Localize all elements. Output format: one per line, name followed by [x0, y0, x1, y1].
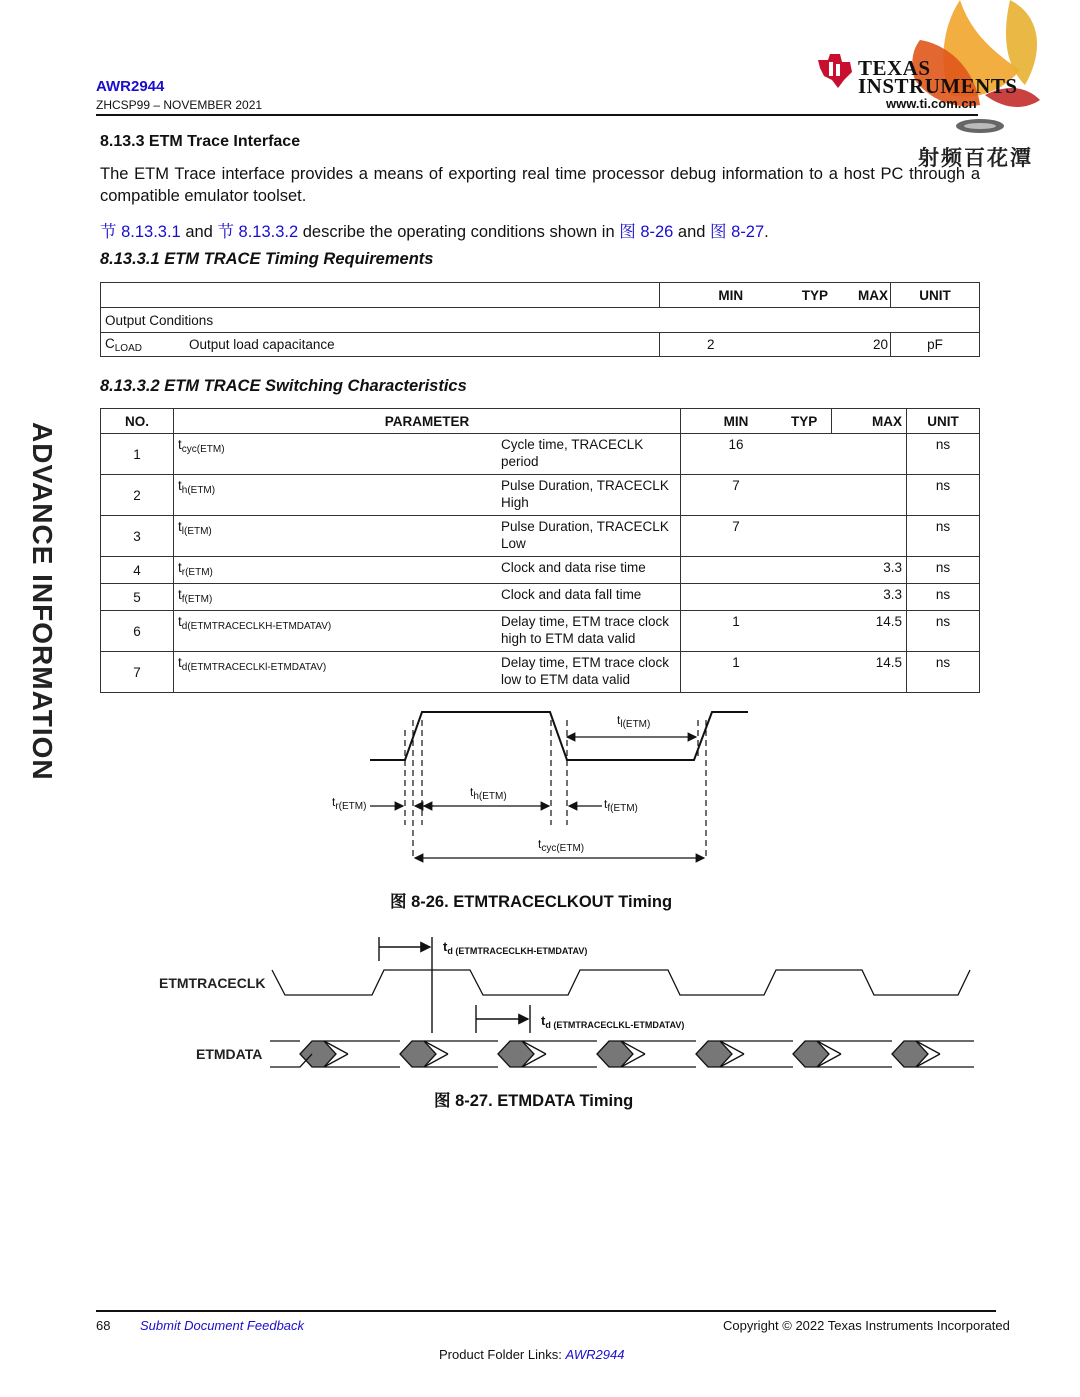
row-typ	[791, 434, 832, 475]
figure-8-26-diagram	[320, 700, 760, 870]
row-unit: ns	[907, 611, 980, 652]
desc-line-1: Delay time, ETM trace clock	[501, 655, 670, 670]
product-folder	[439, 1347, 624, 1362]
row-max: 3.3	[832, 557, 907, 584]
etmtraceclk-label: ETMTRACECLK	[159, 975, 266, 991]
fig-prefix-2: 图	[710, 223, 732, 241]
symbol-main: t	[178, 655, 182, 670]
row-description	[497, 434, 681, 475]
row-typ	[791, 611, 832, 652]
copyright: Copyright © 2022 Texas Instruments Incorporated	[723, 1318, 1010, 1333]
table-header-row	[101, 283, 980, 308]
brand-line-2: INSTRUMENTS	[858, 74, 1018, 98]
symbol-sub: LOAD	[114, 342, 142, 354]
row-description	[497, 652, 681, 693]
row-unit: ns	[907, 652, 980, 693]
row-symbol	[174, 475, 498, 516]
row-description	[497, 611, 681, 652]
header-max: MAX	[832, 409, 907, 434]
row-unit: ns	[907, 434, 980, 475]
etmdata-label: ETMDATA	[196, 1046, 263, 1062]
symbol-sub: r(ETM)	[181, 567, 213, 578]
clock-waveform	[370, 712, 748, 760]
brand-url[interactable]: www.ti.com.cn	[886, 96, 977, 111]
th-label: $t_{h(ETM)}$	[470, 785, 507, 802]
row-number: 2	[101, 475, 174, 516]
row-symbol	[174, 611, 498, 652]
row-number: 4	[101, 557, 174, 584]
row-number: 3	[101, 516, 174, 557]
row-max	[832, 434, 907, 475]
etmtraceclk-waveform	[272, 970, 970, 995]
row-number: 6	[101, 611, 174, 652]
header-typ: TYP	[791, 409, 832, 434]
advance-information-label: ADVANCE INFORMATION	[27, 422, 58, 781]
td-l-label: $t_{d (ETMTRACECLKL-ETMDATAV)}$	[541, 1013, 685, 1030]
row-symbol	[174, 434, 498, 475]
table-header-row	[101, 409, 980, 434]
symbol-main: t	[178, 560, 182, 575]
symbol-sub: l(ETM)	[181, 526, 212, 537]
figure-link-2[interactable]: 8-27	[731, 223, 765, 241]
desc-cell: Output load capacitance	[189, 333, 659, 357]
ref-and-2: and	[673, 223, 711, 241]
row-symbol	[174, 652, 498, 693]
min-cell: 2	[659, 333, 802, 357]
header-parameter: PARAMETER	[174, 409, 681, 434]
tr-label: $t_{r(ETM)}$	[332, 795, 367, 812]
ref-mid: describe the operating conditions shown in	[298, 223, 620, 241]
table-row	[101, 475, 980, 516]
section-title: 8.13.3 ETM Trace Interface	[100, 133, 301, 150]
row-unit: ns	[907, 557, 980, 584]
row-min: 16	[681, 434, 792, 475]
ref-prefix-1: 节	[100, 223, 122, 241]
symbol-sub: cyc(ETM)	[181, 444, 225, 455]
desc-line-2: period	[501, 454, 539, 469]
symbol-sub: d(ETMTRACECLKH-ETMDATAV)	[181, 621, 332, 632]
row-max: 14.5	[832, 652, 907, 693]
row-unit: ns	[907, 475, 980, 516]
header-unit: UNIT	[891, 283, 980, 308]
header-min: MIN	[681, 409, 792, 434]
symbol-main: t	[178, 519, 182, 534]
row-typ	[791, 584, 832, 611]
row-min: 1	[681, 652, 792, 693]
table-row	[101, 434, 980, 475]
header-max: MAX	[828, 283, 891, 308]
symbol-main: t	[178, 614, 182, 629]
row-typ	[791, 652, 832, 693]
reference-sentence	[100, 218, 769, 242]
row-description	[497, 475, 681, 516]
header-empty	[101, 283, 660, 308]
group-label: Output Conditions	[101, 308, 980, 333]
ref-end: .	[764, 223, 769, 241]
timing-requirements-title: 8.13.3.1 ETM TRACE Timing Requirements	[100, 250, 434, 268]
row-min	[681, 584, 792, 611]
row-symbol	[174, 557, 498, 584]
tl-label: $t_{l(ETM)}$	[617, 713, 651, 730]
folder-prefix: Product Folder Links:	[439, 1347, 566, 1362]
tf-label: $t_{f(ETM)}$	[604, 797, 638, 814]
table-row	[101, 611, 980, 652]
row-symbol	[174, 516, 498, 557]
submit-feedback-link[interactable]: Submit Document Feedback	[140, 1318, 305, 1333]
header-unit: UNIT	[907, 409, 980, 434]
desc-line-2: High	[501, 495, 529, 510]
product-folder-link[interactable]: AWR2944	[565, 1347, 625, 1362]
row-min: 1	[681, 611, 792, 652]
fig-prefix-1: 图	[619, 223, 641, 241]
desc-line-1: Delay time, ETM trace clock	[501, 614, 670, 629]
max-cell: 20	[828, 333, 891, 357]
desc-line-1: Pulse Duration, TRACECLK	[501, 519, 669, 534]
row-description	[497, 557, 681, 584]
desc-line-1: Clock and data rise time	[501, 560, 646, 575]
row-max	[832, 475, 907, 516]
page-number: 68	[96, 1318, 111, 1333]
footer-divider	[96, 1310, 996, 1312]
typ-cell	[802, 333, 828, 357]
header-no: NO.	[101, 409, 174, 434]
row-min: 7	[681, 516, 792, 557]
row-number: 7	[101, 652, 174, 693]
symbol-main: t	[178, 587, 182, 602]
doc-info: ZHCSP99 – NOVEMBER 2021	[96, 98, 263, 112]
section-paragraph: The ETM Trace interface provides a means of exporting real time processor debug information to a host PC through a compatible emulator toolset.	[100, 165, 980, 205]
part-number: AWR2944	[96, 78, 165, 95]
symbol-main: t	[178, 478, 182, 493]
row-max: 14.5	[832, 611, 907, 652]
row-max: 3.3	[832, 584, 907, 611]
symbol-sub: f(ETM)	[181, 594, 213, 605]
row-max	[832, 516, 907, 557]
desc-line-1: Cycle time, TRACECLK	[501, 437, 644, 452]
row-typ	[791, 557, 832, 584]
table-row	[101, 584, 980, 611]
header-min: MIN	[659, 283, 802, 308]
symbol-cell	[101, 333, 190, 357]
section-link-2[interactable]: 8.13.3.2	[238, 223, 299, 241]
row-description	[497, 584, 681, 611]
unit-cell: pF	[891, 333, 980, 357]
desc-line-2: Low	[501, 536, 526, 551]
desc-line-1: Clock and data fall time	[501, 587, 642, 602]
figure-link-1[interactable]: 8-26	[640, 223, 674, 241]
symbol-main: t	[178, 437, 182, 452]
table-row	[101, 652, 980, 693]
switching-table	[100, 408, 980, 693]
row-min	[681, 557, 792, 584]
row-typ	[791, 516, 832, 557]
symbol-main: C	[105, 335, 115, 351]
etmdata-waveform	[270, 1041, 974, 1067]
ref-prefix-2: 节	[217, 223, 239, 241]
header-typ: TYP	[802, 283, 828, 308]
switching-title: 8.13.3.2 ETM TRACE Switching Characteristics	[100, 377, 467, 395]
figure-8-27-caption: 图 8-27. ETMDATA Timing	[434, 1092, 634, 1110]
row-number: 5	[101, 584, 174, 611]
figure-8-27-diagram	[150, 925, 990, 1080]
row-unit: ns	[907, 584, 980, 611]
table-row	[101, 333, 980, 357]
brand-line-1: TEXAS	[858, 56, 931, 80]
desc-line-1: Pulse Duration, TRACECLK	[501, 478, 669, 493]
figure-8-26-caption: 图 8-26. ETMTRACECLKOUT Timing	[390, 893, 673, 911]
ref-and-1: and	[180, 223, 218, 241]
symbol-sub: d(ETMTRACECLKl-ETMDATAV)	[181, 662, 327, 673]
watermark-text: 射频百花潭	[918, 147, 1033, 170]
td-h-label: $t_{d (ETMTRACECLKH-ETMDATAV)}$	[443, 939, 588, 956]
table-row	[101, 516, 980, 557]
row-typ	[791, 475, 832, 516]
section-link-1[interactable]: 8.13.3.1	[121, 223, 181, 241]
timing-requirements-table	[100, 282, 980, 357]
row-min: 7	[681, 475, 792, 516]
tcyc-label: $t_{cyc(ETM)}$	[538, 837, 585, 854]
table-row	[101, 308, 980, 333]
row-unit: ns	[907, 516, 980, 557]
ti-logo-icon	[814, 50, 856, 90]
desc-line-2: low to ETM data valid	[501, 672, 631, 687]
header-divider	[96, 114, 978, 116]
row-number: 1	[101, 434, 174, 475]
row-symbol	[174, 584, 498, 611]
row-description	[497, 516, 681, 557]
symbol-sub: h(ETM)	[181, 485, 216, 496]
desc-line-2: high to ETM data valid	[501, 631, 636, 646]
table-row	[101, 557, 980, 584]
